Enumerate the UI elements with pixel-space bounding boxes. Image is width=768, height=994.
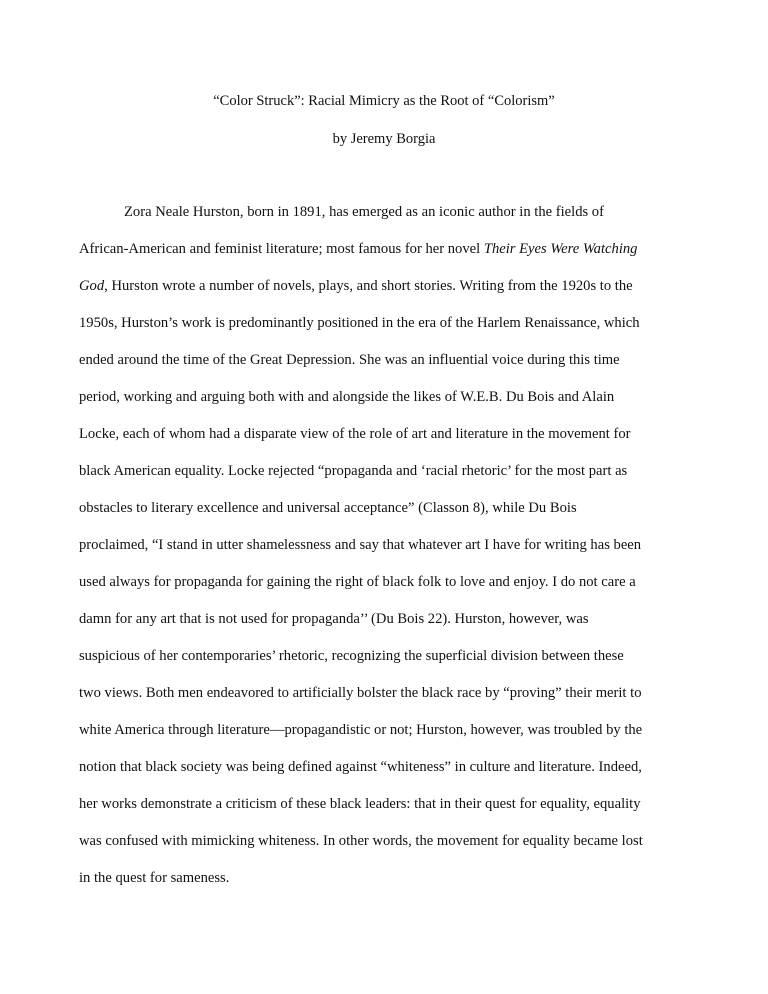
paragraph-line: was confused with mimicking whiteness. In other words, the movement for equality became lost <box>79 833 643 849</box>
paragraph-line <box>79 240 637 258</box>
document-byline: by Jeremy Borgia <box>332 131 436 147</box>
paragraph-line: Locke, each of whom had a disparate view of the role of art and literature in the movement for <box>79 426 631 442</box>
document-title: “Color Struck”: Racial Mimicry as the Root of “Colorism” <box>213 93 555 109</box>
book-title-italic: God <box>79 278 105 294</box>
paragraph-line: used always for propaganda for gaining the right of black folk to love and enjoy. I do not care a <box>79 574 636 590</box>
paragraph-line: 1950s, Hurston’s work is predominantly positioned in the era of the Harlem Renaissance, which <box>79 315 640 331</box>
paragraph-line: ended around the time of the Great Depression. She was an influential voice during this time <box>79 352 620 368</box>
paragraph-line: her works demonstrate a criticism of these black leaders: that in their quest for equality, equality <box>79 796 641 812</box>
paragraph-line: notion that black society was being defined against “whiteness” in culture and literature. Indeed, <box>79 759 642 775</box>
paragraph-line: proclaimed, “I stand in utter shamelessness and say that whatever art I have for writing has been <box>79 537 642 553</box>
paragraph-line: suspicious of her contemporaries’ rhetoric, recognizing the superficial division between these <box>79 648 624 664</box>
paragraph-line: Zora Neale Hurston, born in 1891, has emerged as an iconic author in the fields of <box>124 204 604 220</box>
paragraph-line <box>79 277 633 295</box>
paragraph-line: in the quest for sameness. <box>79 870 230 886</box>
paragraph-line: period, working and arguing both with and alongside the likes of W.E.B. Du Bois and Alain <box>79 389 615 405</box>
paragraph-line: two views. Both men endeavored to artificially bolster the black race by “proving” their merit to <box>79 685 642 701</box>
paragraph-line: obstacles to literary excellence and universal acceptance” (Classon 8), while Du Bois <box>79 500 577 516</box>
line-text: , Hurston wrote a number of novels, plays, and short stories. Writing from the 1920s to the <box>104 278 633 294</box>
line-text: African-American and feminist literature; most famous for her novel <box>79 241 484 257</box>
paragraph-line: white America through literature—propagandistic or not; Hurston, however, was troubled by the <box>79 722 643 738</box>
book-title-italic: Their Eyes Were Watching <box>483 241 638 257</box>
paragraph-line: black American equality. Locke rejected “propaganda and ‘racial rhetoric’ for the most part as <box>79 463 628 479</box>
paragraph-line: damn for any art that is not used for propaganda’’ (Du Bois 22). Hurston, however, was <box>79 611 589 627</box>
